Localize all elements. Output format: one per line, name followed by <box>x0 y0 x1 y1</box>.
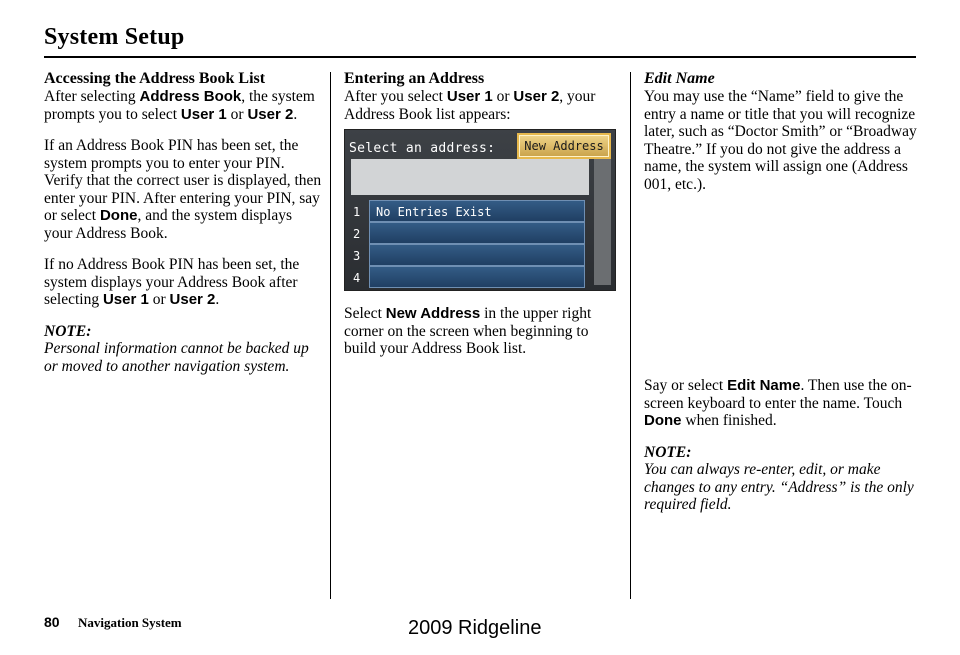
footer-section-label: Navigation System <box>78 615 182 630</box>
paragraph-name-field: You may use the “Name” field to give the entry a name or title that you will recognize later, such as “Doctor Smith” or “Broadway Theatre.” If you do not give the address a name, the system will assign one (Address 001, etc.). <box>644 88 917 193</box>
text-segment: After selecting <box>44 88 140 105</box>
section-heading-entering: Entering an Address <box>344 70 485 87</box>
address-list-item[interactable]: No Entries Exist <box>369 200 585 222</box>
page-title: System Setup <box>44 24 185 50</box>
address-book-screen-image <box>344 129 616 291</box>
text-segment: After you select <box>344 88 447 105</box>
ui-term-user-1: User 1 <box>180 105 227 123</box>
row-number: 1 <box>353 205 361 219</box>
text-segment: , your Address Book list appears: <box>344 88 596 123</box>
column-accessing-address-book <box>44 70 322 375</box>
column-divider-right <box>630 72 631 599</box>
paragraph-edit-name-steps <box>644 377 919 430</box>
text-segment: If no Address Book PIN has been set, the system displays your Address Book after selecting <box>44 256 300 308</box>
section-heading-edit-name: Edit Name <box>644 70 715 87</box>
address-list-item[interactable] <box>369 244 585 266</box>
paragraph-pin-set <box>44 137 322 242</box>
page-number: 80 <box>44 614 60 630</box>
row-number: 2 <box>353 227 361 241</box>
paragraph-no-pin <box>44 256 322 309</box>
row-number: 3 <box>353 249 361 263</box>
text-segment: , and the system displays your Address Book. <box>44 207 293 242</box>
text-segment: or <box>148 291 170 308</box>
screen-header-text: Select an address: <box>349 141 496 156</box>
blank-space <box>644 207 919 377</box>
text-segment: when finished. <box>681 412 777 429</box>
paragraph-select-new-address <box>344 305 622 358</box>
paragraph-list-appears <box>344 88 622 123</box>
section-heading-accessing: Accessing the Address Book List <box>44 70 266 87</box>
note-text: You can always re-enter, edit, or make changes to any entry. “Address” is the only required field. <box>644 461 914 513</box>
ui-term-new-address: New Address <box>385 305 481 322</box>
ui-term-user-1: User 1 <box>446 88 493 105</box>
watermark: 2009 Ridgeline <box>408 617 542 639</box>
column-entering-address <box>344 70 622 372</box>
text-segment: , the system prompts you to select <box>44 88 315 123</box>
ui-term-user-2: User 2 <box>247 105 294 123</box>
ui-term-done: Done <box>644 412 682 429</box>
ui-term-user-1: User 1 <box>102 291 149 308</box>
note-heading: NOTE: <box>44 322 92 340</box>
ui-term-user-2: User 2 <box>169 291 216 308</box>
address-list-item[interactable] <box>369 222 585 244</box>
paragraph-select-user <box>44 88 322 123</box>
ui-term-edit-name: Edit Name <box>727 377 801 394</box>
text-segment: or <box>226 105 248 123</box>
note-text: Personal information cannot be backed up or moved to another navigation system. <box>44 340 309 375</box>
text-segment: Say or select <box>644 377 728 394</box>
row-number: 4 <box>353 271 361 285</box>
text-segment: . <box>293 105 298 123</box>
screen-info-box <box>351 159 589 195</box>
ui-term-address-book: Address Book <box>139 88 242 105</box>
column-edit-name <box>644 70 919 514</box>
address-list-item[interactable] <box>369 266 585 288</box>
new-address-button[interactable]: New Address <box>517 133 611 159</box>
column-divider-left <box>330 72 331 599</box>
text-segment: Select <box>344 305 386 322</box>
text-segment: . Then use the on-screen keyboard to enter the name. Touch <box>644 377 912 412</box>
text-segment: If an Address Book PIN has been set, the system prompts you to enter your PIN. Verify that the correct user is displayed, then enter your PIN. After entering your PIN, say or select <box>44 137 322 224</box>
text-segment: . <box>215 291 220 308</box>
screen-scrollbar[interactable] <box>594 159 611 285</box>
title-rule <box>44 56 916 58</box>
ui-term-done: Done <box>99 207 138 224</box>
text-segment: or <box>492 88 514 105</box>
note-heading: NOTE: <box>644 443 692 461</box>
ui-term-user-2: User 2 <box>513 88 560 105</box>
text-segment: in the upper right corner on the screen when beginning to build your Address Book list. <box>344 305 592 357</box>
